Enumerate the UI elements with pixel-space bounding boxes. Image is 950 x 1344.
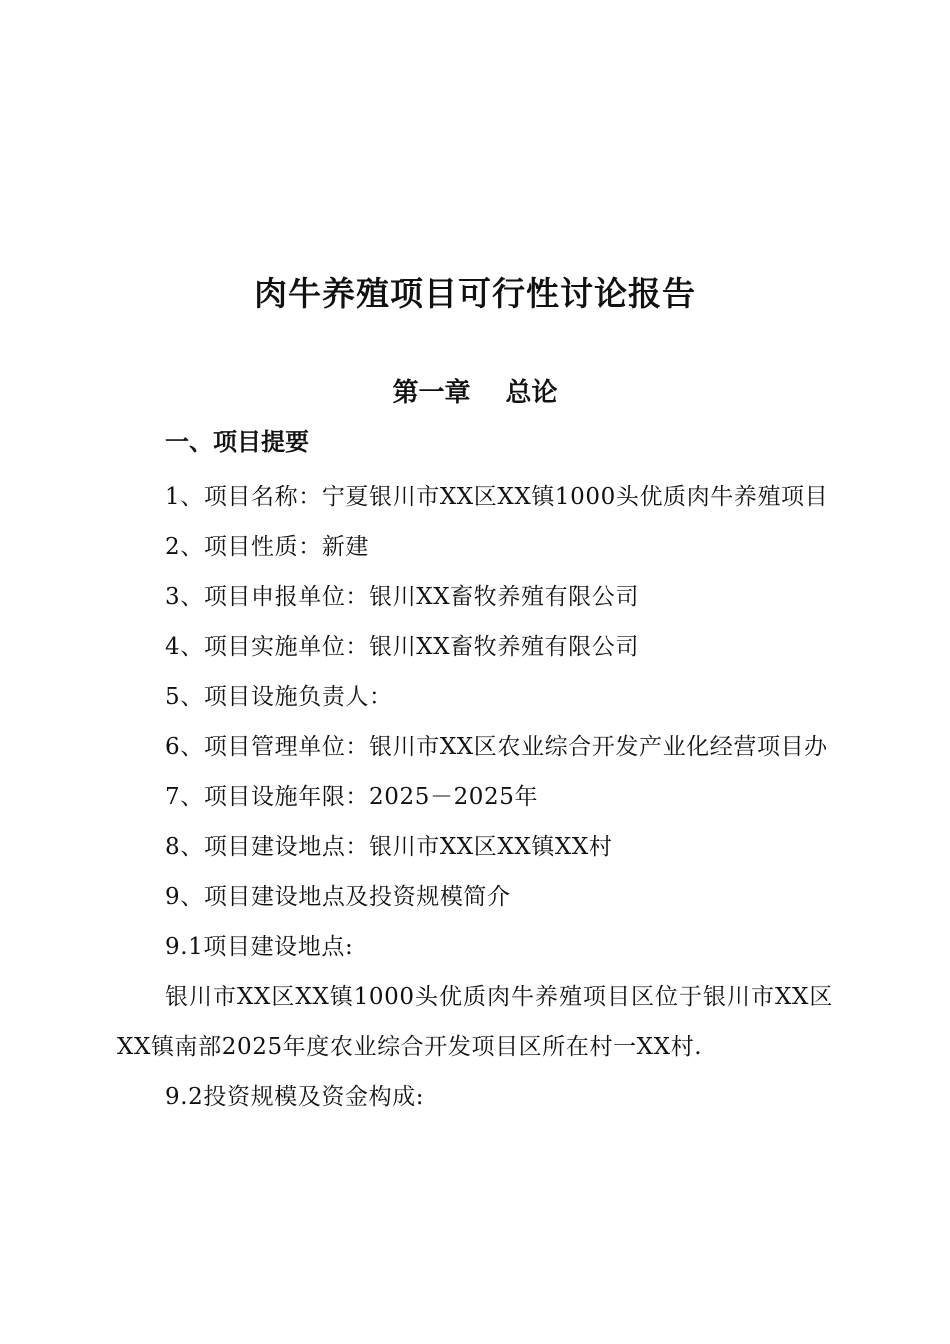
- document-title: 肉牛养殖项目可行性讨论报告: [254, 274, 696, 313]
- chapter-title: 第一章 总论: [392, 378, 558, 408]
- paragraph-location-detail: 银川市XX区XX镇1000头优质肉牛养殖项目区位于银川市XX区XX镇南部2025年度农业综合开发项目区所在村一XX村.: [117, 984, 833, 1060]
- paragraph-location: 8、项目建设地点：银川市XX区XX镇XX村: [165, 834, 613, 860]
- paragraph-responsible-person: 5、项目设施负责人：: [165, 684, 393, 710]
- body-text: [117, 472, 833, 1122]
- section-heading: 一、项目提要: [165, 428, 309, 456]
- paragraph-management-unit: 6、项目管理单位：银川市XX区农业综合开发产业化经营项目办: [165, 734, 828, 760]
- paragraph-location-investment: 9、项目建设地点及投资规模简介: [165, 884, 511, 910]
- paragraph-project-nature: 2、项目性质：新建: [165, 534, 370, 560]
- paragraph-project-name: 1、项目名称：宁夏银川市XX区XX镇1000头优质肉牛养殖项目: [165, 484, 829, 510]
- paragraph-implementer: 4、项目实施单位：银川XX畜牧养殖有限公司: [165, 634, 639, 660]
- paragraph-applicant: 3、项目申报单位：银川XX畜牧养殖有限公司: [165, 584, 639, 610]
- paragraph-term: 7、项目设施年限：2025－2025年: [165, 784, 539, 810]
- paragraph-subsection-9-1: 9.1项目建设地点:: [165, 934, 354, 960]
- paragraph-subsection-9-2: 9.2投资规模及资金构成:: [165, 1084, 425, 1110]
